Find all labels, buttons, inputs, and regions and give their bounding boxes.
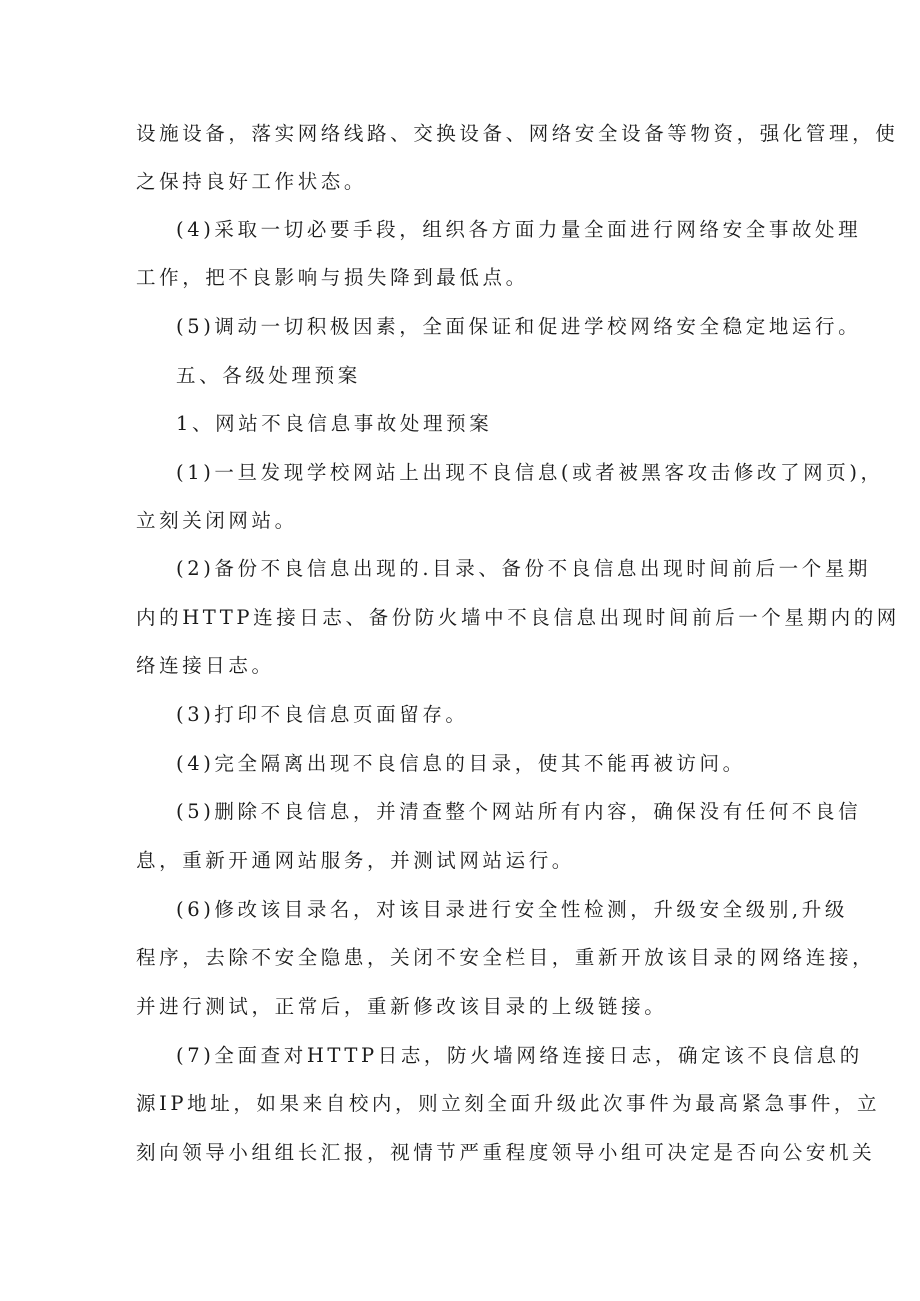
- paragraph-line-16: 息，重新开通网站服务，并测试网站运行。: [136, 849, 575, 872]
- paragraph-line-18: 程序，去除不安全隐患，关闭不安全栏目，重新开放该目录的网络连接，: [136, 946, 876, 969]
- paragraph-line-21: 源IP地址，如果来自校内，则立刻全面升级此次事件为最高紧急事件，立: [136, 1092, 881, 1115]
- paragraph-line-9: 立刻关闭网站。: [136, 509, 298, 532]
- paragraph-line-11: 内的HTTP连接日志、备份防火墙中不良信息出现时间前后一个星期内的网: [136, 606, 900, 629]
- paragraph-line-4: 工作，把不良影响与损失降到最低点。: [136, 266, 529, 289]
- paragraph-line-15: (5)删除不良信息，并清查整个网站所有内容，确保没有任何不良信: [176, 800, 862, 823]
- paragraph-line-14: (4)完全隔离出现不良信息的目录，使其不能再被访问。: [176, 752, 746, 775]
- paragraph-line-19: 并进行测试，正常后，重新修改该目录的上级链接。: [136, 995, 668, 1018]
- paragraph-line-17: (6)修改该目录名，对该目录进行安全性检测，升级安全级别,升级: [176, 898, 848, 921]
- paragraph-line-3: (4)采取一切必要手段，组织各方面力量全面进行网络安全事故处理: [176, 218, 862, 241]
- paragraph-line-2: 之保持良好工作状态。: [136, 170, 368, 193]
- paragraph-line-5: (5)调动一切积极因素，全面保证和促进学校网络安全稳定地运行。: [176, 315, 862, 338]
- paragraph-line-8: (1)一旦发现学校网站上出现不良信息(或者被黑客攻击修改了网页)，: [176, 461, 884, 484]
- paragraph-line-12: 络连接日志。: [136, 654, 275, 677]
- paragraph-line-13: (3)打印不良信息页面留存。: [176, 703, 469, 726]
- paragraph-line-1: 设施设备，落实网络线路、交换设备、网络安全设备等物资，强化管理，使: [136, 122, 899, 145]
- paragraph-line-10: (2)备份不良信息出现的.目录、备份不良信息出现时间前后一个星期: [176, 557, 872, 580]
- subsection-heading: 1、网站不良信息事故处理预案: [176, 412, 493, 435]
- paragraph-line-22: 刻向领导小组组长汇报，视情节严重程度领导小组可决定是否向公安机关: [136, 1141, 876, 1164]
- paragraph-line-20: (7)全面查对HTTP日志，防火墙网络连接日志，确定该不良信息的: [176, 1044, 863, 1067]
- section-heading: 五、各级处理预案: [176, 364, 361, 387]
